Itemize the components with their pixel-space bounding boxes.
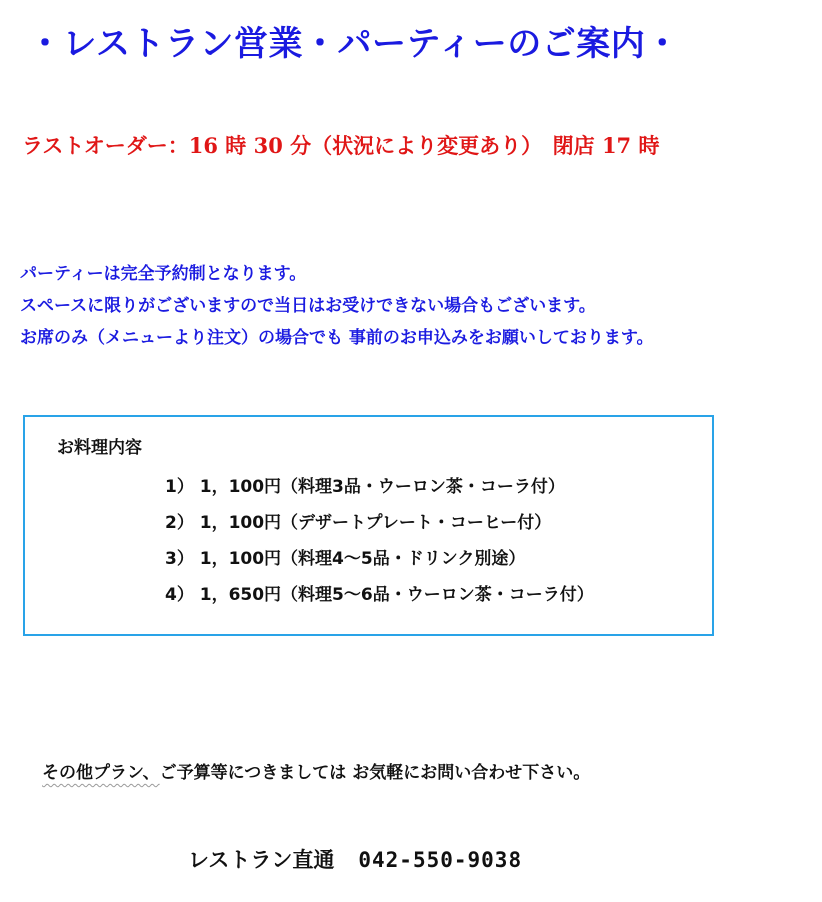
other-plans-text: その他プラン、 [42,763,160,783]
inquiry-note [42,758,590,783]
restaurant-contact [188,844,522,874]
last-order-label: ラストオーダー： [22,134,189,158]
notice-line: スペースに限りがございますので当日はお受けできない場合もございます。 [20,296,596,316]
menu-box [23,415,714,636]
party-notice [20,258,654,354]
phone-number: 042-550-9038 [358,848,523,872]
notice-line: お席のみ（メニューより注文）の場合でも 事前のお申込みをお願いしております。 [20,328,654,348]
menu-item: 3） 1，100円（料理4～5品・ドリンク別途） [165,549,526,569]
business-hours [22,130,659,160]
inquiry-text: ご予算等につきましては お気軽にお問い合わせ下さい。 [159,763,591,783]
menu-heading: お料理内容 [57,438,142,458]
page-title: ・レストラン営業・パーティーのご案内・ [28,24,680,64]
menu-list [165,469,594,613]
contact-label: レストラン直通 [188,848,335,872]
notice-line: パーティーは完全予約制となります。 [20,264,307,284]
menu-item: 2） 1，100円（デザートプレート・コーヒー付） [165,513,552,533]
menu-item: 1） 1，100円（料理3品・ウーロン茶・コーラ付） [165,477,565,497]
menu-item: 4） 1，650円（料理5～6品・ウーロン茶・コーラ付） [165,585,594,605]
hours-detail: 16 時 30 分（状況により変更あり） 閉店 17 時 [188,133,660,158]
